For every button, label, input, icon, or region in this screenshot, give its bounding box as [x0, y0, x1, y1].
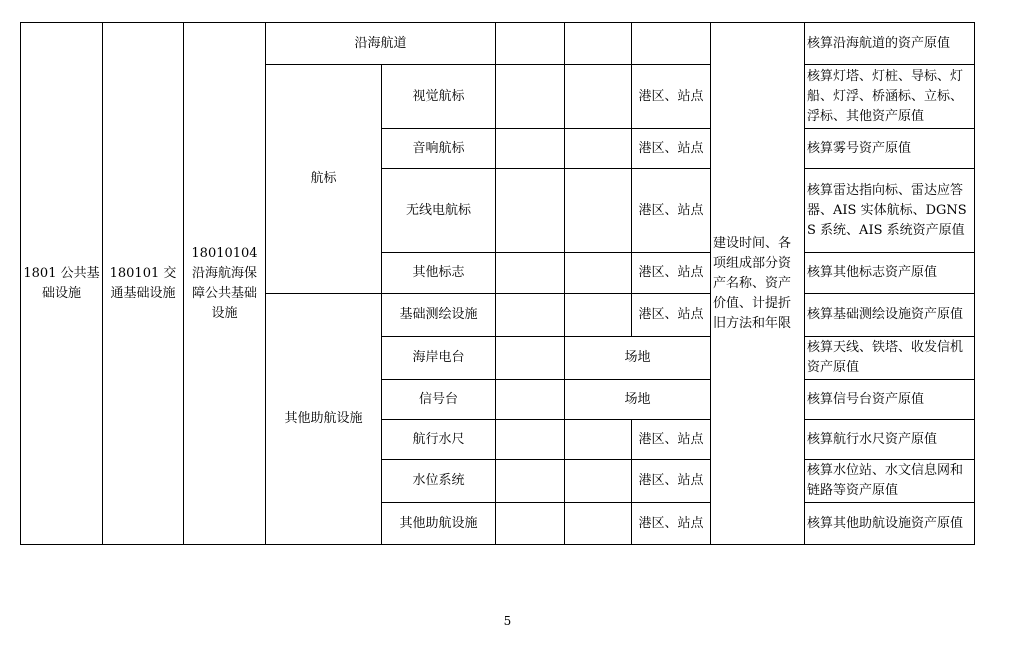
description-cell: 核算其他助航设施资产原值: [805, 503, 975, 545]
scope-cell: 港区、站点: [632, 129, 711, 169]
scope-cell: 港区、站点: [632, 503, 711, 545]
item-cell: 无线电航标: [382, 169, 496, 253]
level3-cell: 18010104 沿海航海保障公共基础设施: [184, 23, 266, 545]
category-cell: 沿海航道: [266, 23, 496, 65]
description-cell: 核算基础测绘设施资产原值: [805, 294, 975, 337]
blank-cell: [496, 460, 565, 503]
description-cell: 核算天线、铁塔、收发信机资产原值: [805, 337, 975, 380]
scope-cell: 港区、站点: [632, 294, 711, 337]
description-cell: 核算信号台资产原值: [805, 380, 975, 420]
scope-cell: 港区、站点: [632, 460, 711, 503]
category-cell: 航标: [266, 65, 382, 294]
item-cell: 视觉航标: [382, 65, 496, 129]
item-cell: 基础测绘设施: [382, 294, 496, 337]
blank-cell: [496, 129, 565, 169]
blank-cell: [565, 253, 632, 294]
blank-cell: [565, 294, 632, 337]
level2-cell: 180101 交通基础设施: [103, 23, 184, 545]
table-row: [21, 23, 975, 65]
item-cell: 音响航标: [382, 129, 496, 169]
blank-cell: [496, 253, 565, 294]
page-number: 5: [503, 614, 512, 628]
item-cell: 海岸电台: [382, 337, 496, 380]
item-cell: 航行水尺: [382, 420, 496, 460]
item-cell: 水位系统: [382, 460, 496, 503]
item-cell: 信号台: [382, 380, 496, 420]
item-cell: 其他标志: [382, 253, 496, 294]
scope-cell: 港区、站点: [632, 420, 711, 460]
blank-cell: [496, 503, 565, 545]
basis-cell: 建设时间、各项组成部分资产名称、资产价值、计提折旧方法和年限: [711, 23, 805, 545]
blank-cell: [496, 294, 565, 337]
description-cell: 核算灯塔、灯桩、导标、灯船、灯浮、桥涵标、立标、浮标、其他资产原值: [805, 65, 975, 129]
blank-cell: [565, 420, 632, 460]
blank-cell: [565, 129, 632, 169]
asset-classification-table: [20, 22, 975, 545]
blank-cell: [496, 337, 565, 380]
level1-cell: 1801 公共基础设施: [21, 23, 103, 545]
description-cell: 核算航行水尺资产原值: [805, 420, 975, 460]
blank-cell: [496, 23, 565, 65]
blank-cell: [565, 23, 632, 65]
scope-cell: 港区、站点: [632, 253, 711, 294]
blank-cell: [565, 503, 632, 545]
scope-cell: 场地: [565, 337, 711, 380]
blank-cell: [496, 380, 565, 420]
category-cell: 其他助航设施: [266, 294, 382, 545]
description-cell: 核算雷达指向标、雷达应答器、AIS 实体航标、DGNSS 系统、AIS 系统资产原值: [805, 169, 975, 253]
scope-cell: 场地: [565, 380, 711, 420]
item-cell: 其他助航设施: [382, 503, 496, 545]
description-cell: 核算其他标志资产原值: [805, 253, 975, 294]
scope-cell: [632, 23, 711, 65]
scope-cell: 港区、站点: [632, 169, 711, 253]
blank-cell: [496, 420, 565, 460]
scope-cell: 港区、站点: [632, 65, 711, 129]
blank-cell: [496, 65, 565, 129]
description-cell: 核算雾号资产原值: [805, 129, 975, 169]
description-cell: 核算沿海航道的资产原值: [805, 23, 975, 65]
blank-cell: [565, 169, 632, 253]
description-cell: 核算水位站、水文信息网和链路等资产原值: [805, 460, 975, 503]
blank-cell: [565, 460, 632, 503]
blank-cell: [565, 65, 632, 129]
blank-cell: [496, 169, 565, 253]
